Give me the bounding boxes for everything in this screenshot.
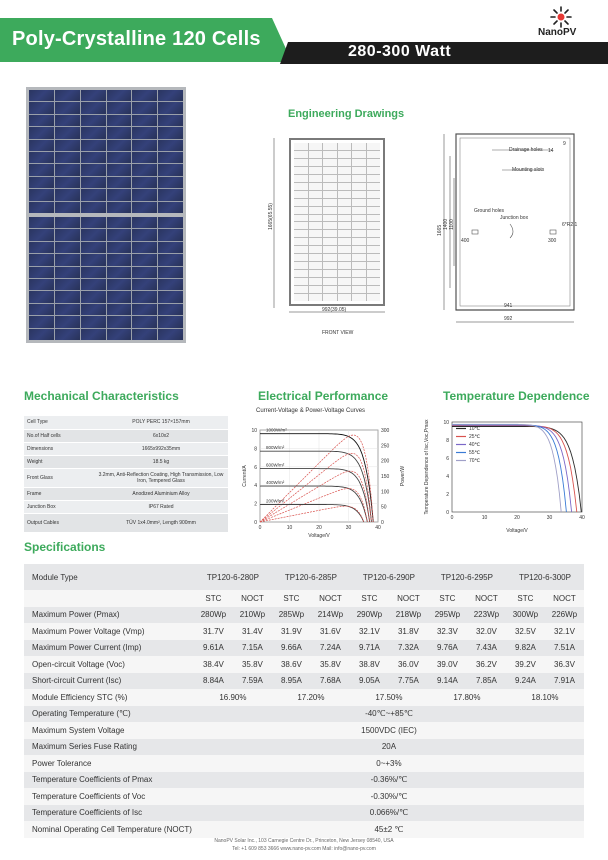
y-axis-label: Current/A <box>242 465 248 487</box>
y-axis-label: Temperature Dependence of Isc,Voc,Pmax <box>424 419 430 515</box>
spec-cell: 39.0V <box>428 656 467 673</box>
mech-key: Dimensions <box>24 442 94 455</box>
spec-cell: 31.4V <box>233 623 272 640</box>
spec-cell: 7.68A <box>311 673 350 690</box>
spec-cell: TP120-6-295P <box>428 564 506 590</box>
brand-logo: NanoPV <box>538 27 577 38</box>
spec-cell: NOCT <box>467 590 506 607</box>
dim-992: 992 <box>504 316 513 322</box>
spec-cell: 223Wp <box>467 607 506 624</box>
mechanical-row <box>24 429 228 442</box>
spec-cell: Maximum Power Voltage (Vmp) <box>24 623 194 640</box>
spec-cell: 7.51A <box>545 640 584 657</box>
spec-cell: 8.95A <box>272 673 311 690</box>
iv-curve-chart <box>238 420 408 542</box>
front-width-dim: 992(39.05) <box>322 307 347 313</box>
spec-cell: Maximum System Voltage <box>24 722 194 739</box>
spec-cell <box>24 590 194 607</box>
spec-row <box>24 706 584 723</box>
spec-cell: 39.2V <box>506 656 545 673</box>
y2-tick-label: 50 <box>381 504 387 511</box>
legend-label: 70℃ <box>469 458 481 464</box>
footer-contact: Tel: +1 609 853 3666 www.nano-pv.com Mail: info@nano-pv.com <box>232 846 376 852</box>
y-tick-label: 0 <box>254 520 257 526</box>
spec-row <box>24 623 584 640</box>
spec-subheader-row <box>24 590 584 607</box>
spec-cell: 20A <box>194 739 584 756</box>
mech-value: Anodized Aluminium Alloy <box>94 487 228 500</box>
spec-cell: 295Wp <box>428 607 467 624</box>
mechanical-heading: Mechanical Characteristics <box>24 389 179 403</box>
spec-cell: 32.1V <box>545 623 584 640</box>
spec-cell: 214Wp <box>311 607 350 624</box>
mech-value: TÜV 1x4.0mm², Length 900mm <box>94 513 228 532</box>
irradiance-label: 1000W/m² <box>266 427 287 433</box>
spec-cell: 218Wp <box>389 607 428 624</box>
spec-cell: Temperature Coefficients of Voc <box>24 788 194 805</box>
drainage-holes-label: Drainage holes <box>509 147 543 153</box>
dim-1400: 1400 <box>443 218 449 230</box>
spec-cell: 210Wp <box>233 607 272 624</box>
y-tick-label: 8 <box>254 446 257 453</box>
footer-address: NanoPV Solar Inc., 103 Carnegie Centre Dr., Princeton, New Jersey 08540, USA <box>214 838 394 844</box>
mech-value: POLY PERC 157×157mm <box>94 416 228 429</box>
spec-cell: 226Wp <box>545 607 584 624</box>
temperature-chart <box>412 412 588 542</box>
front-view-label: FRONT VIEW <box>322 330 354 336</box>
spec-row <box>24 739 584 756</box>
spec-cell: Nominal Operating Cell Temperature (NOCT) <box>24 821 194 838</box>
legend-label: 55℃ <box>469 450 481 456</box>
spec-cell: 9.24A <box>506 673 545 690</box>
y-tick-label: 10 <box>251 428 257 434</box>
dim-1100: 1100 <box>449 219 455 230</box>
front-height-dim: 1665(65.55) <box>268 203 274 230</box>
spec-row <box>24 673 584 690</box>
panel-bottom-half <box>29 217 183 340</box>
spec-cell: 0~+3% <box>194 755 584 772</box>
y2-axis-label: Power/W <box>400 465 406 487</box>
y2-tick-label: 0 <box>381 520 384 526</box>
x-tick-label: 30 <box>546 515 553 521</box>
dim-14: 14 <box>548 148 554 154</box>
spec-cell: Temperature Coefficients of Isc <box>24 805 194 822</box>
dim-941: 941 <box>504 303 513 309</box>
spec-cell: 7.32A <box>389 640 428 657</box>
spec-cell: TP120-6-300P <box>506 564 584 590</box>
mech-key: Junction Box <box>24 500 94 513</box>
mech-value: 1665x992x35mm <box>94 442 228 455</box>
irradiance-label: 800W/m² <box>266 445 285 451</box>
spec-cell: Operating Temperature (℃) <box>24 706 194 723</box>
y-tick-label: 0 <box>446 510 449 516</box>
y2-tick-label: 200 <box>381 458 390 465</box>
spec-row <box>24 788 584 805</box>
spec-cell: 16.90% <box>194 689 272 706</box>
y2-tick-label: 150 <box>381 474 390 480</box>
spec-cell: 31.9V <box>272 623 311 640</box>
x-tick-label: 20 <box>514 515 520 521</box>
spec-cell: 36.2V <box>467 656 506 673</box>
spec-cell: 32.3V <box>428 623 467 640</box>
spec-cell: 7.85A <box>467 673 506 690</box>
spec-cell: 17.80% <box>428 689 506 706</box>
spec-cell: NOCT <box>389 590 428 607</box>
spec-row <box>24 821 584 838</box>
spec-cell: Temperature Coefficients of Pmax <box>24 772 194 789</box>
legend-label: 40℃ <box>469 442 481 448</box>
spec-row <box>24 722 584 739</box>
x-tick-label: 0 <box>258 525 262 531</box>
irradiance-label: 400W/m² <box>266 480 285 486</box>
y-tick-label: 8 <box>446 438 449 444</box>
spec-cell: STC <box>194 590 233 607</box>
spec-cell: 7.24A <box>311 640 350 657</box>
spec-cell: 32.5V <box>506 623 545 640</box>
y2-tick-label: 100 <box>381 489 390 496</box>
spec-cell: STC <box>506 590 545 607</box>
sun-logo-icon <box>550 6 572 28</box>
spec-row <box>24 755 584 772</box>
spec-cell: -40℃~+85℃ <box>194 706 584 723</box>
spec-cell: Module Efficiency STC (%) <box>24 689 194 706</box>
spec-cell: 7.59A <box>233 673 272 690</box>
mech-value: 3.2mm, Anti-Reflection Coating, High Transmission, Low Iron, Tempered Glass <box>94 468 228 487</box>
panel-top-half <box>29 90 183 213</box>
watt-range: 280-300 Watt <box>348 43 452 60</box>
dim-300: 300 <box>548 238 557 244</box>
spec-cell: 36.3V <box>545 656 584 673</box>
spec-cell: 38.4V <box>194 656 233 673</box>
x-tick-label: 40 <box>579 515 585 521</box>
y-tick-label: 4 <box>254 483 257 490</box>
specifications-heading: Specifications <box>24 540 106 554</box>
spec-cell: Module Type <box>24 564 194 590</box>
mechanical-row <box>24 442 228 455</box>
spec-cell: STC <box>272 590 311 607</box>
junction-box-label: Junction box <box>500 215 529 221</box>
spec-row <box>24 656 584 673</box>
x-tick-label: 0 <box>450 515 454 521</box>
spec-cell: 9.66A <box>272 640 311 657</box>
ground-holes-label: Ground holes <box>474 208 505 214</box>
dim-1665: 1665 <box>437 224 443 236</box>
spec-cell: 7.91A <box>545 673 584 690</box>
spec-cell: 290Wp <box>350 607 389 624</box>
electrical-heading: Electrical Performance <box>258 389 389 403</box>
spec-row <box>24 805 584 822</box>
x-tick-label: 10 <box>481 515 488 521</box>
spec-cell: Maximum Power (Pmax) <box>24 607 194 624</box>
spec-cell: 9.76A <box>428 640 467 657</box>
x-axis-label: Voltage/V <box>308 533 330 539</box>
spec-cell: STC <box>350 590 389 607</box>
mech-value: 18.5 kg <box>94 455 228 468</box>
mechanical-row <box>24 513 228 532</box>
x-tick-label: 30 <box>345 525 352 531</box>
spec-row <box>24 772 584 789</box>
spec-cell: Maximum Power Current (Imp) <box>24 640 194 657</box>
mechanical-row <box>24 487 228 500</box>
spec-cell: 7.15A <box>233 640 272 657</box>
spec-cell: TP120-6-285P <box>272 564 350 590</box>
mech-value: IP67 Rated <box>94 500 228 513</box>
spec-header-row <box>24 564 584 590</box>
spec-row <box>24 607 584 624</box>
mech-key: Weight <box>24 455 94 468</box>
spec-cell: 35.8V <box>233 656 272 673</box>
spec-cell: 35.8V <box>311 656 350 673</box>
spec-cell: 31.8V <box>389 623 428 640</box>
product-title: Poly-Crystalline 120 Cells <box>12 28 261 50</box>
x-axis-label: Voltage/V <box>506 528 528 534</box>
legend-label: 10℃ <box>469 426 481 432</box>
y-tick-label: 2 <box>446 492 449 498</box>
y-tick-label: 6 <box>254 464 257 471</box>
spec-row <box>24 689 584 706</box>
spec-cell: 7.43A <box>467 640 506 657</box>
irradiance-label: 200W/m² <box>266 498 285 504</box>
front-view-dimensions <box>270 136 400 336</box>
spec-cell: TP120-6-290P <box>350 564 428 590</box>
spec-cell: 9.14A <box>428 673 467 690</box>
drawings-heading: Engineering Drawings <box>288 108 405 120</box>
spec-cell: 38.8V <box>350 656 389 673</box>
spec-cell: 8.84A <box>194 673 233 690</box>
x-tick-label: 10 <box>286 525 293 531</box>
mounting-slots-label: Mounting slots <box>512 167 545 173</box>
spec-cell: STC <box>428 590 467 607</box>
temperature-heading: Temperature Dependence <box>443 389 590 403</box>
dim-400: 400 <box>461 238 470 244</box>
mech-key: Output Cables <box>24 513 94 532</box>
y2-tick-label: 300 <box>381 428 390 434</box>
mechanical-table <box>24 416 228 533</box>
spec-cell: 285Wp <box>272 607 311 624</box>
mech-key: Frame <box>24 487 94 500</box>
spec-cell: 9.61A <box>194 640 233 657</box>
spec-cell: NOCT <box>311 590 350 607</box>
mech-key: No.of Half cells <box>24 429 94 442</box>
spec-cell: 7.75A <box>389 673 428 690</box>
dim-radius: 6*R2.1 <box>562 222 578 228</box>
spec-cell: 18.10% <box>506 689 584 706</box>
spec-cell: 9.71A <box>350 640 389 657</box>
mech-key: Cell Type <box>24 416 94 429</box>
x-tick-label: 20 <box>316 525 322 531</box>
spec-cell: -0.36%/℃ <box>194 772 584 789</box>
y-tick-label: 10 <box>443 420 449 426</box>
spec-cell: 31.7V <box>194 623 233 640</box>
spec-cell: Short-circuit Current (Isc) <box>24 673 194 690</box>
spec-cell: 0.066%/℃ <box>194 805 584 822</box>
dim-9: 9 <box>563 141 566 147</box>
spec-cell: NOCT <box>233 590 272 607</box>
x-tick-label: 40 <box>375 525 381 531</box>
spec-cell: 17.20% <box>272 689 350 706</box>
mech-value: 6x10x2 <box>94 429 228 442</box>
spec-cell: 32.1V <box>350 623 389 640</box>
irradiance-label: 600W/m² <box>266 462 285 468</box>
spec-cell: 45±2 ℃ <box>194 821 584 838</box>
spec-cell: 300Wp <box>506 607 545 624</box>
legend-label: 25℃ <box>469 434 481 440</box>
spec-cell: 1500VDC (IEC) <box>194 722 584 739</box>
mechanical-row <box>24 455 228 468</box>
y-tick-label: 4 <box>446 474 449 480</box>
mech-key: Front Glass <box>24 468 94 487</box>
spec-cell: 38.6V <box>272 656 311 673</box>
specifications-table <box>24 564 584 838</box>
spec-cell: Power Tolerance <box>24 755 194 772</box>
mechanical-row <box>24 468 228 487</box>
spec-cell: 31.6V <box>311 623 350 640</box>
spec-cell: 280Wp <box>194 607 233 624</box>
mechanical-row <box>24 416 228 429</box>
spec-cell: Open-circuit Voltage (Voc) <box>24 656 194 673</box>
y-tick-label: 2 <box>254 501 257 508</box>
spec-cell: 32.0V <box>467 623 506 640</box>
spec-cell: -0.30%/℃ <box>194 788 584 805</box>
mechanical-row <box>24 500 228 513</box>
spec-cell: 9.05A <box>350 673 389 690</box>
y2-tick-label: 250 <box>381 443 390 450</box>
spec-row <box>24 640 584 657</box>
spec-cell: 17.50% <box>350 689 428 706</box>
y-tick-label: 6 <box>446 456 449 462</box>
spec-cell: 9.82A <box>506 640 545 657</box>
electrical-chart-title: Current-Voltage & Power-Voltage Curves <box>256 408 366 414</box>
spec-cell: Maximum Series Fuse Rating <box>24 739 194 756</box>
spec-cell: 36.0V <box>389 656 428 673</box>
spec-cell: TP120-6-280P <box>194 564 272 590</box>
spec-cell: NOCT <box>545 590 584 607</box>
solar-panel-image <box>26 87 186 343</box>
